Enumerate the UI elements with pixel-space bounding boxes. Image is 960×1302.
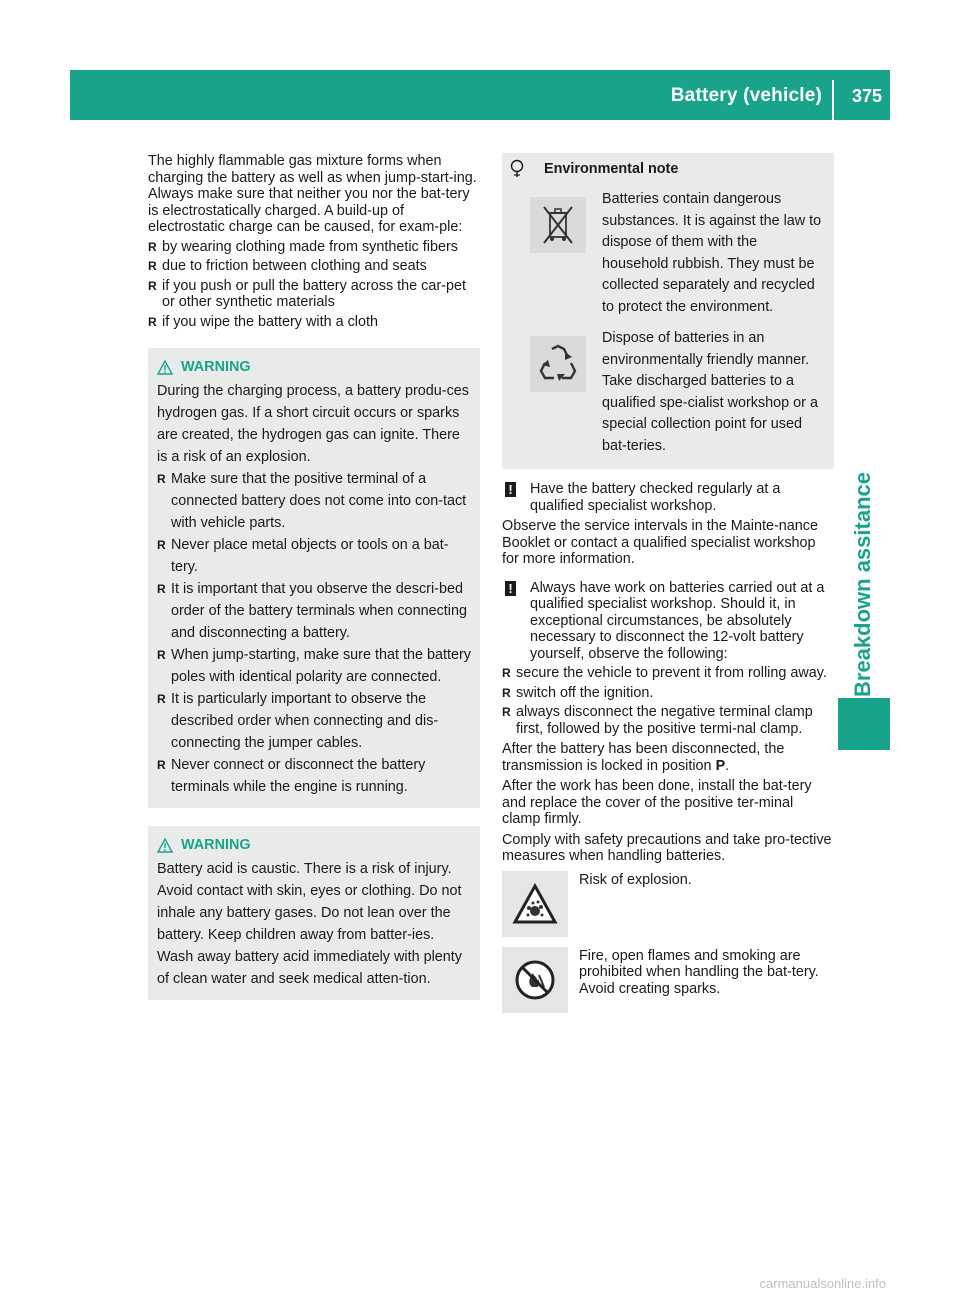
list-item-text: It is important that you observe the descri-bed order of the battery terminals when connecting and disconnecting a battery. [171, 581, 467, 641]
header-bar [70, 70, 890, 120]
list-item-text: It is particularly important to observe the described order when connecting and dis-connecting the jumper cables. [171, 691, 439, 751]
list-item [157, 754, 472, 798]
notice-text: Observe the service intervals in the Mainte-nance Booklet or contact a qualified specialist workshop for more information. [502, 518, 818, 567]
list-item-text: due to friction between clothing and seats [162, 258, 427, 274]
list-item-text: Never connect or disconnect the battery terminals while the engine is running. [171, 757, 426, 795]
bullet-marker: R [157, 648, 166, 662]
notice-text [502, 741, 834, 774]
warning-heading [157, 834, 472, 856]
warning-triangle-icon [157, 360, 173, 375]
warning-title: WARNING [181, 837, 251, 853]
recycle-icon [530, 336, 586, 392]
paragraph: Comply with safety precautions and take pro-tective measures when handling batteries. [502, 831, 832, 864]
list-item [157, 644, 472, 688]
safety-symbol-row [502, 947, 834, 1013]
page-header-title: Battery (vehicle) [670, 85, 822, 106]
header-separator [832, 80, 834, 120]
list-item-text: Never place metal objects or tools on a bat-tery. [171, 537, 449, 575]
watermark-url: carmanualsonline.info [759, 1276, 886, 1291]
list-item-text: switch off the ignition. [516, 684, 654, 701]
notice-block [502, 481, 834, 514]
safety-symbol-row [502, 871, 834, 937]
exclamation-icon: ! [505, 581, 516, 596]
list-item [502, 665, 834, 682]
list-item-text: Make sure that the positive terminal of a connected battery does not come into con-tact with vehicle parts. [171, 471, 467, 531]
notice-text-part: . [725, 757, 730, 774]
environmental-item-text: Dispose of batteries in an environmentally friendly manner. Take discharged batteries to a qualified spe-cialist workshop or a special collection point for used bat-teries. [602, 330, 818, 454]
lightbulb-icon [508, 159, 526, 179]
crossed-bin-icon [530, 197, 586, 253]
notice-text: Have the battery checked regularly at a qualified specialist workshop. [530, 481, 781, 514]
list-item [148, 239, 480, 256]
list-item-text: When jump-starting, make sure that the battery poles with identical polarity are connected. [171, 647, 471, 685]
symbol-description: Risk of explosion. [579, 871, 692, 888]
environmental-item-text: Batteries contain dangerous substances. It is against the law to dispose of them with the household rubbish. They must be collected separately and recycled to protect the environment. [602, 191, 822, 315]
bullet-marker: R [157, 582, 166, 596]
list-item [157, 578, 472, 644]
warning-text: During the charging process, a battery produ-ces hydrogen gas. If a short circuit occurs or sparks are created, the hydrogen gas can ignite. There is a risk of an explosion. [157, 383, 469, 465]
warning-text: Avoid contact with skin, eyes or clothing. Do not inhale any battery gases. Do not lean over the battery. Keep children away from batter-ies. Wash away battery acid immediately with plenty of clean water and seek medical atten-tion. [157, 883, 462, 987]
section-tab-marker [838, 698, 890, 750]
bullet-marker: R [157, 472, 166, 486]
list-item [502, 704, 834, 737]
no-fire-icon [502, 947, 568, 1013]
warning-heading [157, 356, 472, 378]
bullet-marker: R [148, 239, 157, 254]
right-column [502, 153, 834, 1013]
warning-triangle-icon [157, 838, 173, 853]
bullet-marker: R [502, 666, 511, 680]
list-item-text: if you wipe the battery with a cloth [162, 313, 378, 330]
left-column [148, 153, 480, 1000]
list-item [157, 688, 472, 754]
warning-box [148, 826, 480, 1000]
bullet-marker: R [157, 758, 166, 772]
bullet-marker: R [148, 314, 157, 329]
environmental-note-box [502, 153, 834, 469]
list-item-text: always disconnect the negative terminal clamp first, followed by the positive termi-nal clamp. [516, 704, 813, 737]
paragraph: Always make sure that neither you nor the bat-tery is electrostatically charged. A build-up of electrostatic charge can be caused, for exam-ple: [148, 186, 470, 235]
notice-text: Always have work on batteries carried out at a qualified specialist workshop. Should it, in exceptional circumstances, be absolutely necessary to disconnect the 12-volt battery yourself, observe the following: [530, 579, 825, 662]
warning-box [148, 348, 480, 808]
warning-title: WARNING [181, 359, 251, 375]
list-item [157, 468, 472, 534]
notice-text-part: After the battery has been disconnected, the transmission is locked in position [502, 741, 785, 774]
paragraph: The highly flammable gas mixture forms when charging the battery as well as when jump-start-ing. [148, 153, 477, 186]
environmental-item [508, 189, 826, 318]
list-item [148, 314, 480, 331]
warning-text: Battery acid is caustic. There is a risk of injury. [157, 861, 452, 877]
list-item-text: if you push or pull the battery across the car-pet or other synthetic materials [162, 277, 466, 310]
explosion-warning-icon [502, 871, 568, 937]
environmental-note-heading [508, 159, 826, 179]
list-item [157, 534, 472, 578]
list-item [148, 278, 480, 311]
list-item [148, 258, 480, 275]
bullet-marker: R [502, 685, 511, 700]
notice-block [502, 580, 834, 663]
bullet-marker: R [157, 692, 166, 706]
section-side-tab [838, 122, 890, 702]
list-item [502, 685, 834, 702]
list-item-text: by wearing clothing made from synthetic fibers [162, 238, 458, 255]
environmental-item [508, 328, 826, 457]
bullet-marker: R [157, 538, 166, 552]
symbol-description: Fire, open flames and smoking are prohibited when handling the bat-tery. Avoid creating sparks. [579, 947, 819, 997]
exclamation-icon: ! [505, 482, 516, 497]
bullet-marker: R [502, 705, 511, 719]
section-tab-label: Breakdown assitance [850, 472, 875, 697]
page-number: 375 [851, 86, 882, 106]
notice-text: After the work has been done, install the bat-tery and replace the cover of the positive ter-minal clamp firmly. [502, 778, 812, 827]
bullet-marker: R [148, 278, 157, 293]
environmental-note-title: Environmental note [544, 160, 679, 177]
bullet-marker: R [148, 259, 157, 273]
gear-position-p: P [715, 757, 726, 774]
list-item-text: secure the vehicle to prevent it from rolling away. [516, 665, 827, 681]
